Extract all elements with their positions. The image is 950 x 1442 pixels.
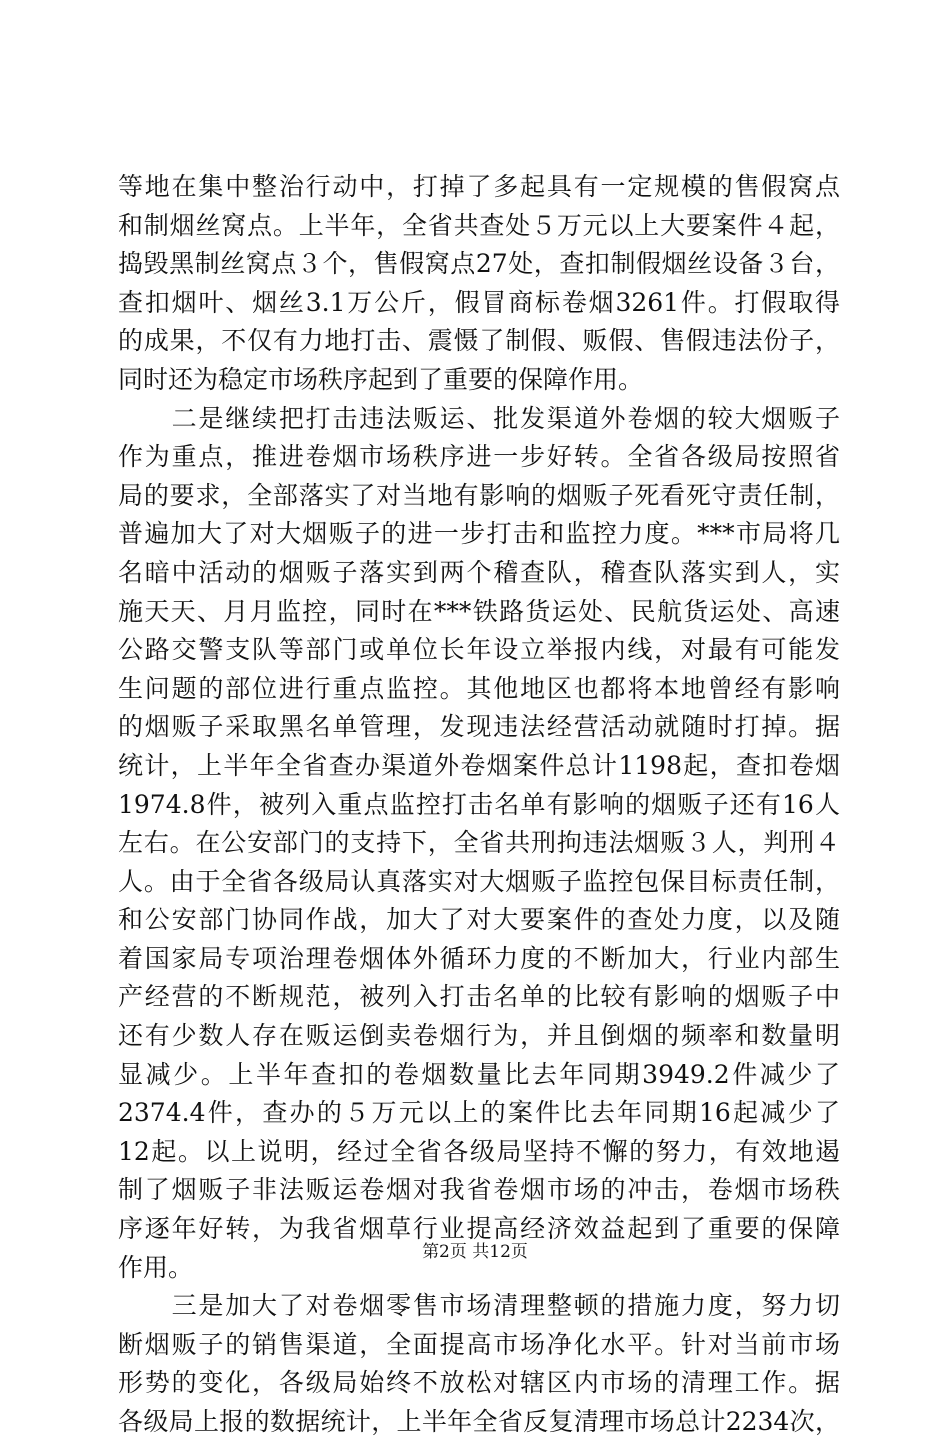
text-line: 等地在集中整治行动中，打掉了多起具有一定规模的售假窝点 (118, 172, 840, 201)
text-line: 二是继续把打击违法贩运、批发渠道外卷烟的较大烟贩子 (118, 403, 840, 433)
text-line: 同时还为稳定市场秩序起到了重要的保障作用。 (118, 364, 644, 394)
text-line: 的烟贩子采取黑名单管理，发现违法经营活动就随时打掉。据 (118, 712, 840, 742)
text-line: 序逐年好转，为我省烟草行业提高经济效益起到了重要的保障 (118, 1214, 840, 1244)
text-line: 制了烟贩子非法贩运卷烟对我省卷烟市场的冲击，卷烟市场秩 (118, 1175, 840, 1205)
text-line: 的成果，不仅有力地打击、震慑了制假、贩假、售假违法份子， (118, 326, 840, 356)
text-line: 着国家局专项治理卷烟体外循环力度的不断加大，行业内部生 (118, 943, 840, 973)
text-line: 各级局上报的数据统计，上半年全省反复清理市场总计2234次， (118, 1407, 840, 1436)
text-line: 名暗中活动的烟贩子落实到两个稽查队，稽查队落实到人，实 (118, 557, 840, 587)
text-line: 断烟贩子的销售渠道，全面提高市场净化水平。针对当前市场 (118, 1329, 840, 1359)
text-line: 捣毁黑制丝窝点３个，售假窝点27处，查扣制假烟丝设备３台， (118, 249, 840, 279)
text-line: 作用。 (118, 1252, 194, 1282)
text-line: 局的要求，全部落实了对当地有影响的烟贩子死看死守责任制， (118, 480, 840, 510)
text-line: 1974.8件，被列入重点监控打击名单有影响的烟贩子还有16人 (118, 789, 840, 819)
text-line: 左右。在公安部门的支持下，全省共刑拘违法烟贩３人，判刑４ (118, 828, 840, 858)
text-line: 形势的变化，各级局始终不放松对辖区内市场的清理工作。据 (118, 1368, 840, 1398)
text-line: 和制烟丝窝点。上半年，全省共查处５万元以上大要案件４起， (118, 210, 840, 240)
text-line: 和公安部门协同作战，加大了对大要案件的查处力度，以及随 (118, 905, 840, 935)
text-line: 公路交警支队等部门或单位长年设立举报内线，对最有可能发 (118, 635, 840, 665)
text-line: 三是加大了对卷烟零售市场清理整顿的措施力度，努力切 (118, 1291, 840, 1321)
text-line: 生问题的部位进行重点监控。其他地区也都将本地曾经有影响 (118, 673, 840, 703)
text-line: 产经营的不断规范，被列入打击名单的比较有影响的烟贩子中 (118, 982, 840, 1012)
text-line: 作为重点，推进卷烟市场秩序进一步好转。全省各级局按照省 (118, 442, 840, 472)
text-line: 统计，上半年全省查办渠道外卷烟案件总计1198起，查扣卷烟 (118, 750, 840, 780)
text-line: 还有少数人存在贩运倒卖卷烟行为，并且倒烟的频率和数量明 (118, 1021, 840, 1051)
text-line: 12起。以上说明，经过全省各级局坚持不懈的努力，有效地遏 (118, 1136, 840, 1166)
page-footer: 第2页 共12页 (422, 1242, 528, 1262)
text-line: 查扣烟叶、烟丝3.1万公斤，假冒商标卷烟3261件。打假取得 (118, 287, 840, 317)
text-line: 2374.4件，查办的５万元以上的案件比去年同期16起减少了 (118, 1098, 840, 1128)
text-line: 显减少。上半年查扣的卷烟数量比去年同期3949.2件减少了 (118, 1059, 840, 1089)
text-line: 人。由于全省各级局认真落实对大烟贩子监控包保目标责任制， (118, 866, 840, 896)
text-line: 普遍加大了对大烟贩子的进一步打击和监控力度。***市局将几 (118, 519, 840, 549)
text-line: 施天天、月月监控，同时在***铁路货运处、民航货运处、高速 (118, 596, 840, 626)
